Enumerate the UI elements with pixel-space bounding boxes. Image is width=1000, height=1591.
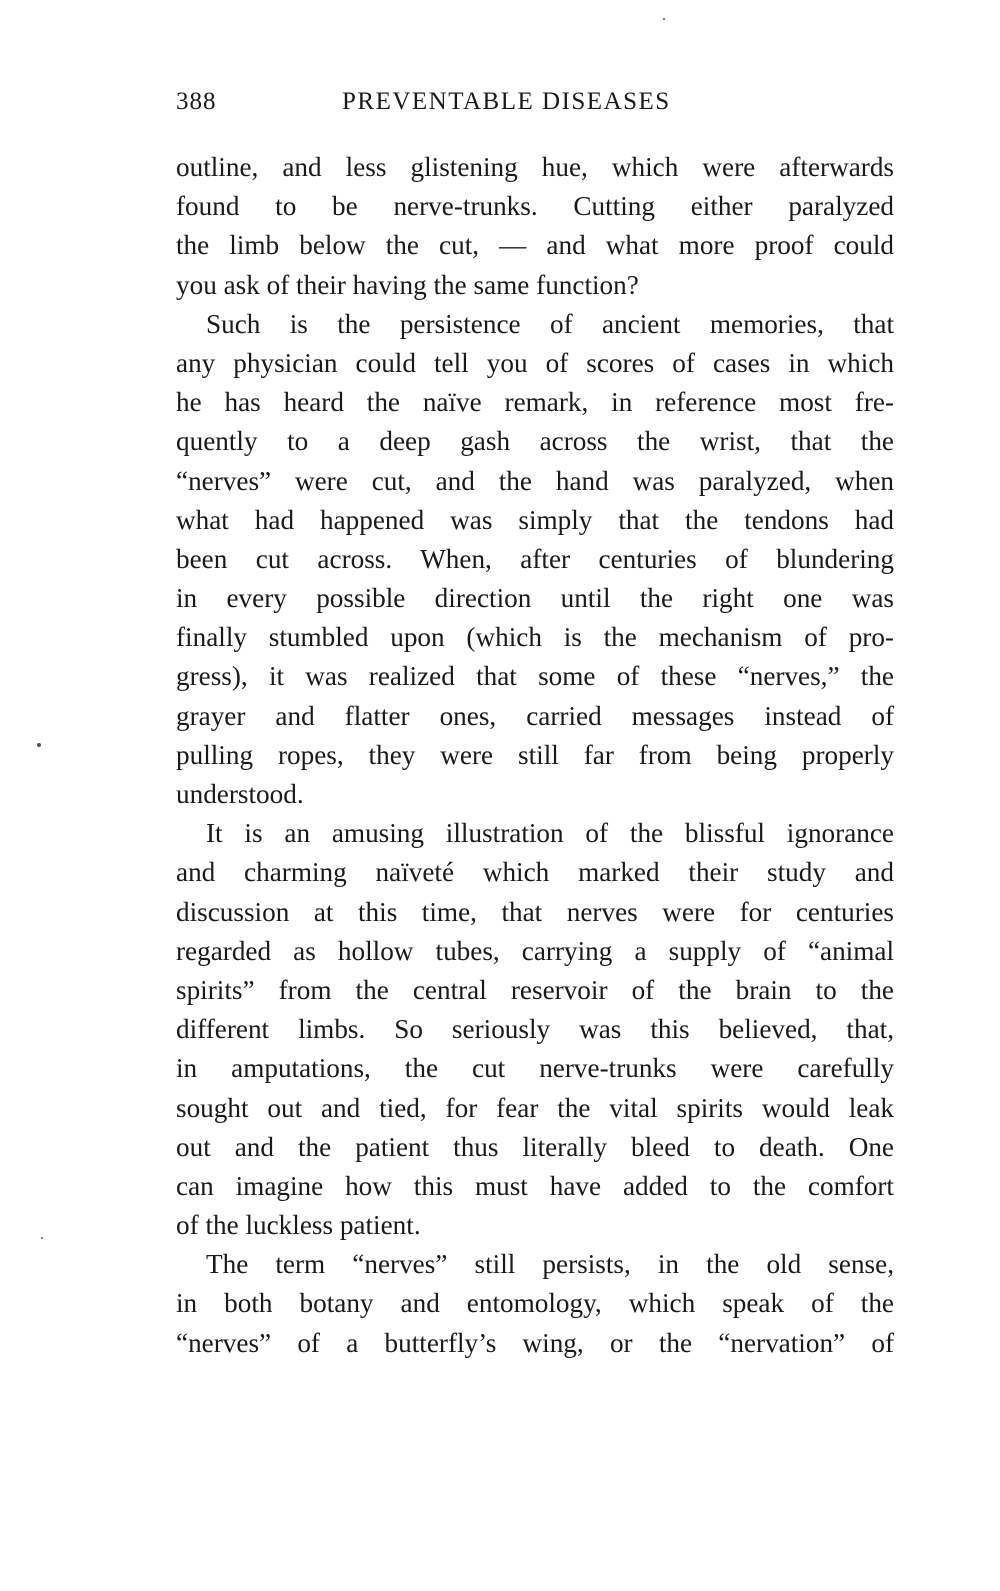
scan-speck bbox=[41, 1237, 43, 1239]
text-line: found to be nerve-trunks. Cutting either paralyzed bbox=[176, 191, 894, 222]
text-line: sought out and tied, for fear the vital spirits would leak bbox=[176, 1092, 894, 1123]
page-number: 388 bbox=[176, 88, 217, 115]
text-line: “nerves” of a butterfly’s wing, or the “nervation” of bbox=[176, 1327, 894, 1358]
text-line: regarded as hollow tubes, carrying a supply of “animal bbox=[176, 935, 894, 966]
text-line: It is an amusing illustration of the blissful ignorance bbox=[206, 818, 894, 849]
paragraph-3 bbox=[176, 814, 894, 1245]
running-title: PREVENTABLE DISEASES bbox=[342, 88, 671, 115]
text-line: Such is the persistence of ancient memories, that bbox=[206, 308, 894, 339]
text-line: The term “nerves” still persists, in the old sense, bbox=[206, 1249, 894, 1280]
text-line: different limbs. So seriously was this believed, that, bbox=[176, 1014, 894, 1045]
text-line: grayer and flatter ones, carried messages instead of bbox=[176, 700, 894, 731]
text-line: of the luckless patient. bbox=[176, 1210, 421, 1241]
text-line: spirits” from the central reservoir of the brain to the bbox=[176, 974, 894, 1005]
text-line: been cut across. When, after centuries of blundering bbox=[176, 543, 894, 574]
text-line: discussion at this time, that nerves were for centuries bbox=[176, 896, 894, 927]
text-line: outline, and less glistening hue, which were afterwards bbox=[176, 152, 894, 182]
text-line: and charming naïveté which marked their study and bbox=[176, 857, 894, 888]
text-line: pulling ropes, they were still far from being properly bbox=[176, 739, 894, 770]
text-line: out and the patient thus literally bleed to death. One bbox=[176, 1131, 894, 1162]
paragraph-1 bbox=[176, 148, 894, 305]
page-header bbox=[176, 88, 900, 128]
text-line: quently to a deep gash across the wrist, that the bbox=[176, 426, 894, 457]
text-line: “nerves” were cut, and the hand was paralyzed, when bbox=[176, 465, 894, 496]
text-line: in both botany and entomology, which speak of the bbox=[176, 1288, 894, 1319]
text-line: what had happened was simply that the tendons had bbox=[176, 504, 894, 535]
paragraph-2 bbox=[176, 305, 894, 814]
scan-speck bbox=[663, 18, 665, 20]
paragraph-4 bbox=[176, 1245, 894, 1363]
text-line: any physician could tell you of scores of cases in which bbox=[176, 347, 894, 378]
text-line: you ask of their having the same function? bbox=[176, 269, 639, 300]
text-line: finally stumbled upon (which is the mechanism of pro- bbox=[176, 622, 894, 653]
scan-speck bbox=[37, 743, 41, 747]
text-line: in amputations, the cut nerve-trunks were carefully bbox=[176, 1053, 894, 1084]
text-line: in every possible direction until the right one was bbox=[176, 583, 894, 614]
text-line: gress), it was realized that some of these “nerves,” the bbox=[176, 661, 894, 692]
text-line: understood. bbox=[176, 779, 304, 809]
text-line: the limb below the cut, — and what more proof could bbox=[176, 230, 894, 261]
body-text bbox=[176, 148, 894, 1363]
text-line: he has heard the naïve remark, in reference most fre- bbox=[176, 387, 894, 418]
text-line: can imagine how this must have added to the comfort bbox=[176, 1170, 894, 1201]
